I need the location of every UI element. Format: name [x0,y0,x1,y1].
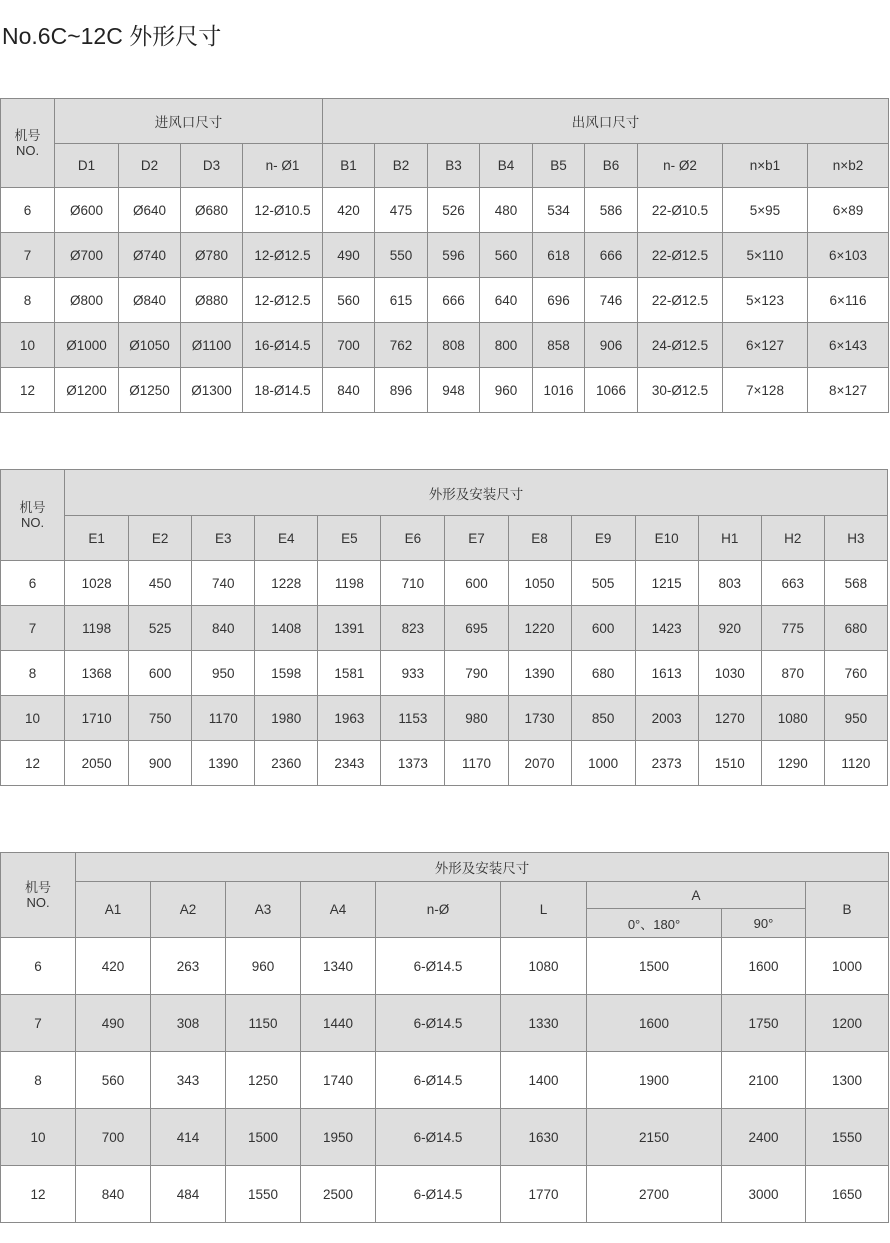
outlet-group-header: 出风口尺寸 [323,99,889,144]
table-cell: 2343 [318,741,381,786]
table-row [1,561,888,606]
column-header-row [1,516,888,561]
machine-no-label-en: NO. [20,515,45,530]
table-cell: 600 [129,651,192,696]
table-cell: 1300 [806,1052,889,1109]
table-cell: Ø880 [181,278,243,323]
table-cell: 760 [824,651,887,696]
table-cell: 1028 [65,561,129,606]
table-cell: 1000 [806,938,889,995]
table-cell: 840 [192,606,255,651]
table-cell: Ø740 [119,233,181,278]
table-cell: 900 [129,741,192,786]
table-cell: 1150 [226,995,301,1052]
table-cell: 870 [761,651,824,696]
machine-no-cell: 12 [1,741,65,786]
col-header: B2 [375,144,428,188]
table-cell: 695 [445,606,508,651]
table-cell: 933 [381,651,445,696]
table-cell: 663 [761,561,824,606]
table-cell: 1220 [508,606,571,651]
table-cell: 308 [151,995,226,1052]
table-cell: 600 [571,606,635,651]
table-cell: 1900 [587,1052,722,1109]
inlet-group-header: 进风口尺寸 [55,99,323,144]
table-cell: 550 [375,233,428,278]
table-cell: 1391 [318,606,381,651]
table-cell: 1050 [508,561,571,606]
table-cell: 2360 [255,741,318,786]
table-row [1,233,889,278]
table-cell: 6-Ø14.5 [376,995,501,1052]
table-cell: Ø1250 [119,368,181,413]
col-header-A2: A2 [151,882,226,938]
table-row [1,606,888,651]
col-header-n-phi: n-Ø [376,882,501,938]
table-cell: 960 [226,938,301,995]
table-cell: 1710 [65,696,129,741]
table-cell: Ø640 [119,188,181,233]
table-cell: 263 [151,938,226,995]
machine-no-header [1,853,76,938]
table-cell: 1198 [65,606,129,651]
table-cell: Ø600 [55,188,119,233]
table-cell: Ø1000 [55,323,119,368]
table-cell: 475 [375,188,428,233]
col-header: n×b1 [723,144,808,188]
col-header: E1 [65,516,129,561]
table-cell: 762 [375,323,428,368]
table-cell: 480 [480,188,533,233]
table-row [1,1052,889,1109]
table-cell: 5×123 [723,278,808,323]
table-cell: 1600 [722,938,806,995]
table-cell: 490 [76,995,151,1052]
machine-no-cell: 12 [1,368,55,413]
table-cell: 6×143 [808,323,889,368]
table-cell: 666 [585,233,638,278]
table-cell: 696 [533,278,585,323]
table-cell: 1740 [301,1052,376,1109]
table-cell: Ø1050 [119,323,181,368]
table-cell: 980 [445,696,508,741]
table-cell: 1963 [318,696,381,741]
table-cell: 906 [585,323,638,368]
page-title: No.6C~12C 外形尺寸 [2,23,222,49]
table-cell: 1500 [226,1109,301,1166]
table-cell: 1030 [698,651,761,696]
table-cell: 1170 [192,696,255,741]
col-header: B5 [533,144,585,188]
table-row [1,1166,889,1223]
table-cell: 1120 [824,741,887,786]
outline-installation-dimensions-table-2 [0,852,889,1223]
outline-installation-dimensions-table [0,469,888,786]
table-cell: 22-Ø12.5 [638,233,723,278]
table-cell: Ø800 [55,278,119,323]
table-cell: 30-Ø12.5 [638,368,723,413]
table-cell: 2700 [587,1166,722,1223]
col-header: D3 [181,144,243,188]
table-cell: 1423 [635,606,698,651]
table-cell: 1373 [381,741,445,786]
table-cell: 505 [571,561,635,606]
table-cell: 1016 [533,368,585,413]
table-cell: 775 [761,606,824,651]
col-header: B4 [480,144,533,188]
table-cell: 750 [129,696,192,741]
table-cell: 6-Ø14.5 [376,1166,501,1223]
table-cell: 1270 [698,696,761,741]
table-cell: 6-Ø14.5 [376,938,501,995]
machine-no-cell: 10 [1,323,55,368]
col-header-B: B [806,882,889,938]
col-header: E5 [318,516,381,561]
table-cell: 1613 [635,651,698,696]
table-cell: 2150 [587,1109,722,1166]
table-cell: 1153 [381,696,445,741]
table-row [1,651,888,696]
table-body [1,561,888,786]
table-cell: 484 [151,1166,226,1223]
table-cell: 1550 [226,1166,301,1223]
table-cell: 1440 [301,995,376,1052]
table-cell: 1500 [587,938,722,995]
table-cell: 6×116 [808,278,889,323]
table-cell: Ø700 [55,233,119,278]
table-cell: 1330 [501,995,587,1052]
table-cell: 1980 [255,696,318,741]
table-cell: 6×89 [808,188,889,233]
table-cell: 2500 [301,1166,376,1223]
machine-no-label-en: NO. [15,143,40,158]
table-row [1,696,888,741]
table-cell: 2070 [508,741,571,786]
table-cell: 666 [428,278,480,323]
col-header-A-0-180: 0°、180° [587,909,722,938]
table-cell: 1510 [698,741,761,786]
machine-no-label-en: NO. [26,895,50,910]
table-body [1,938,889,1223]
col-header: E3 [192,516,255,561]
machine-no-cell: 8 [1,278,55,323]
table-cell: 1228 [255,561,318,606]
table-cell: 596 [428,233,480,278]
machine-no-label: 机号 [14,128,41,143]
table-cell: 2050 [65,741,129,786]
machine-no-cell: 10 [1,1109,76,1166]
machine-no-cell: 7 [1,995,76,1052]
table-cell: 420 [76,938,151,995]
table-cell: 950 [192,651,255,696]
table-cell: 1390 [192,741,255,786]
table-cell: 1170 [445,741,508,786]
table-cell: 560 [480,233,533,278]
machine-no-cell: 8 [1,651,65,696]
table-cell: 1408 [255,606,318,651]
col-header: n×b2 [808,144,889,188]
table-cell: 560 [323,278,375,323]
table-cell: 1200 [806,995,889,1052]
table-cell: Ø680 [181,188,243,233]
col-header: B1 [323,144,375,188]
col-header: E9 [571,516,635,561]
table-row [1,278,889,323]
table-cell: 1750 [722,995,806,1052]
table-cell: 1770 [501,1166,587,1223]
col-header: B3 [428,144,480,188]
col-header: D1 [55,144,119,188]
table-cell: 800 [480,323,533,368]
table-cell: 808 [428,323,480,368]
table-cell: 1650 [806,1166,889,1223]
col-header: H3 [824,516,887,561]
table-cell: 6×127 [723,323,808,368]
table-row [1,368,889,413]
inlet-outlet-dimensions-table [0,98,889,413]
table-cell: Ø780 [181,233,243,278]
table-cell: 600 [445,561,508,606]
col-header: E8 [508,516,571,561]
col-header: H2 [761,516,824,561]
table-cell: 534 [533,188,585,233]
machine-no-cell: 8 [1,1052,76,1109]
table-cell: 1198 [318,561,381,606]
table-row [1,995,889,1052]
table-row [1,938,889,995]
machine-no-cell: 7 [1,233,55,278]
table-cell: 1950 [301,1109,376,1166]
table-cell: 850 [571,696,635,741]
table-cell: 746 [585,278,638,323]
col-header: E7 [445,516,508,561]
table-cell: 16-Ø14.5 [243,323,323,368]
machine-no-header [1,470,65,561]
table-cell: 3000 [722,1166,806,1223]
table-cell: 6×103 [808,233,889,278]
column-header-row [1,144,889,188]
machine-no-header [1,99,55,188]
table-cell: 1598 [255,651,318,696]
machine-no-label: 机号 [24,880,51,895]
table-cell: 840 [323,368,375,413]
col-header: D2 [119,144,181,188]
col-header: E4 [255,516,318,561]
table-cell: 1290 [761,741,824,786]
table-cell: 12-Ø12.5 [243,278,323,323]
col-header-A4: A4 [301,882,376,938]
table-cell: 1080 [501,938,587,995]
table-cell: 1630 [501,1109,587,1166]
table-cell: 680 [571,651,635,696]
col-header-L: L [501,882,587,938]
col-header: H1 [698,516,761,561]
machine-no-cell: 6 [1,561,65,606]
table-body [1,188,889,413]
table-cell: 24-Ø12.5 [638,323,723,368]
table-cell: 525 [129,606,192,651]
table-cell: 1368 [65,651,129,696]
table-cell: 5×95 [723,188,808,233]
col-header: E6 [381,516,445,561]
table-cell: 2100 [722,1052,806,1109]
table-cell: 5×110 [723,233,808,278]
table-cell: 615 [375,278,428,323]
table-cell: 1215 [635,561,698,606]
table-row [1,323,889,368]
table-row [1,188,889,233]
table-cell: 1600 [587,995,722,1052]
table-cell: 1000 [571,741,635,786]
table-cell: 840 [76,1166,151,1223]
table-cell: 790 [445,651,508,696]
table-cell: 950 [824,696,887,741]
table-cell: 22-Ø12.5 [638,278,723,323]
table-cell: 700 [76,1109,151,1166]
table-cell: 526 [428,188,480,233]
col-header: E10 [635,516,698,561]
machine-no-label: 机号 [19,500,46,515]
table-cell: 960 [480,368,533,413]
machine-no-cell: 6 [1,938,76,995]
col-header: B6 [585,144,638,188]
table-cell: 700 [323,323,375,368]
col-header-A3: A3 [226,882,301,938]
table-cell: 2373 [635,741,698,786]
table-cell: 823 [381,606,445,651]
table-cell: 1390 [508,651,571,696]
table-cell: 1400 [501,1052,587,1109]
table-cell: Ø840 [119,278,181,323]
table-cell: 680 [824,606,887,651]
outline-group-header: 外形及安装尺寸 [65,470,888,516]
table-cell: 7×128 [723,368,808,413]
table-cell: 586 [585,188,638,233]
table-cell: 948 [428,368,480,413]
table-cell: 1550 [806,1109,889,1166]
table-cell: 740 [192,561,255,606]
table-cell: 1066 [585,368,638,413]
col-header-A: A [587,882,806,909]
outline-group-header: 外形及安装尺寸 [76,853,889,882]
col-header: n- Ø2 [638,144,723,188]
table-cell: 18-Ø14.5 [243,368,323,413]
table-cell: 896 [375,368,428,413]
table-cell: 1250 [226,1052,301,1109]
col-header: n- Ø1 [243,144,323,188]
table-cell: Ø1100 [181,323,243,368]
col-header-A1: A1 [76,882,151,938]
table-cell: 450 [129,561,192,606]
machine-no-cell: 6 [1,188,55,233]
table-row [1,741,888,786]
table-cell: 2400 [722,1109,806,1166]
table-cell: 710 [381,561,445,606]
table-cell: 12-Ø12.5 [243,233,323,278]
machine-no-cell: 7 [1,606,65,651]
table-row [1,1109,889,1166]
table-cell: 920 [698,606,761,651]
table-cell: 803 [698,561,761,606]
table-cell: 1340 [301,938,376,995]
table-cell: Ø1300 [181,368,243,413]
table-cell: 640 [480,278,533,323]
table-cell: 22-Ø10.5 [638,188,723,233]
table-cell: 568 [824,561,887,606]
table-cell: 2003 [635,696,698,741]
table-cell: 1581 [318,651,381,696]
machine-no-cell: 12 [1,1166,76,1223]
table-cell: 12-Ø10.5 [243,188,323,233]
table-cell: 6-Ø14.5 [376,1109,501,1166]
col-header-A-90: 90° [722,909,806,938]
table-cell: 343 [151,1052,226,1109]
table-cell: 618 [533,233,585,278]
machine-no-cell: 10 [1,696,65,741]
table-cell: 8×127 [808,368,889,413]
table-cell: Ø1200 [55,368,119,413]
table-cell: 560 [76,1052,151,1109]
table-cell: 1730 [508,696,571,741]
table-cell: 858 [533,323,585,368]
table-cell: 490 [323,233,375,278]
table-cell: 414 [151,1109,226,1166]
table-cell: 420 [323,188,375,233]
table-cell: 1080 [761,696,824,741]
col-header: E2 [129,516,192,561]
table-cell: 6-Ø14.5 [376,1052,501,1109]
